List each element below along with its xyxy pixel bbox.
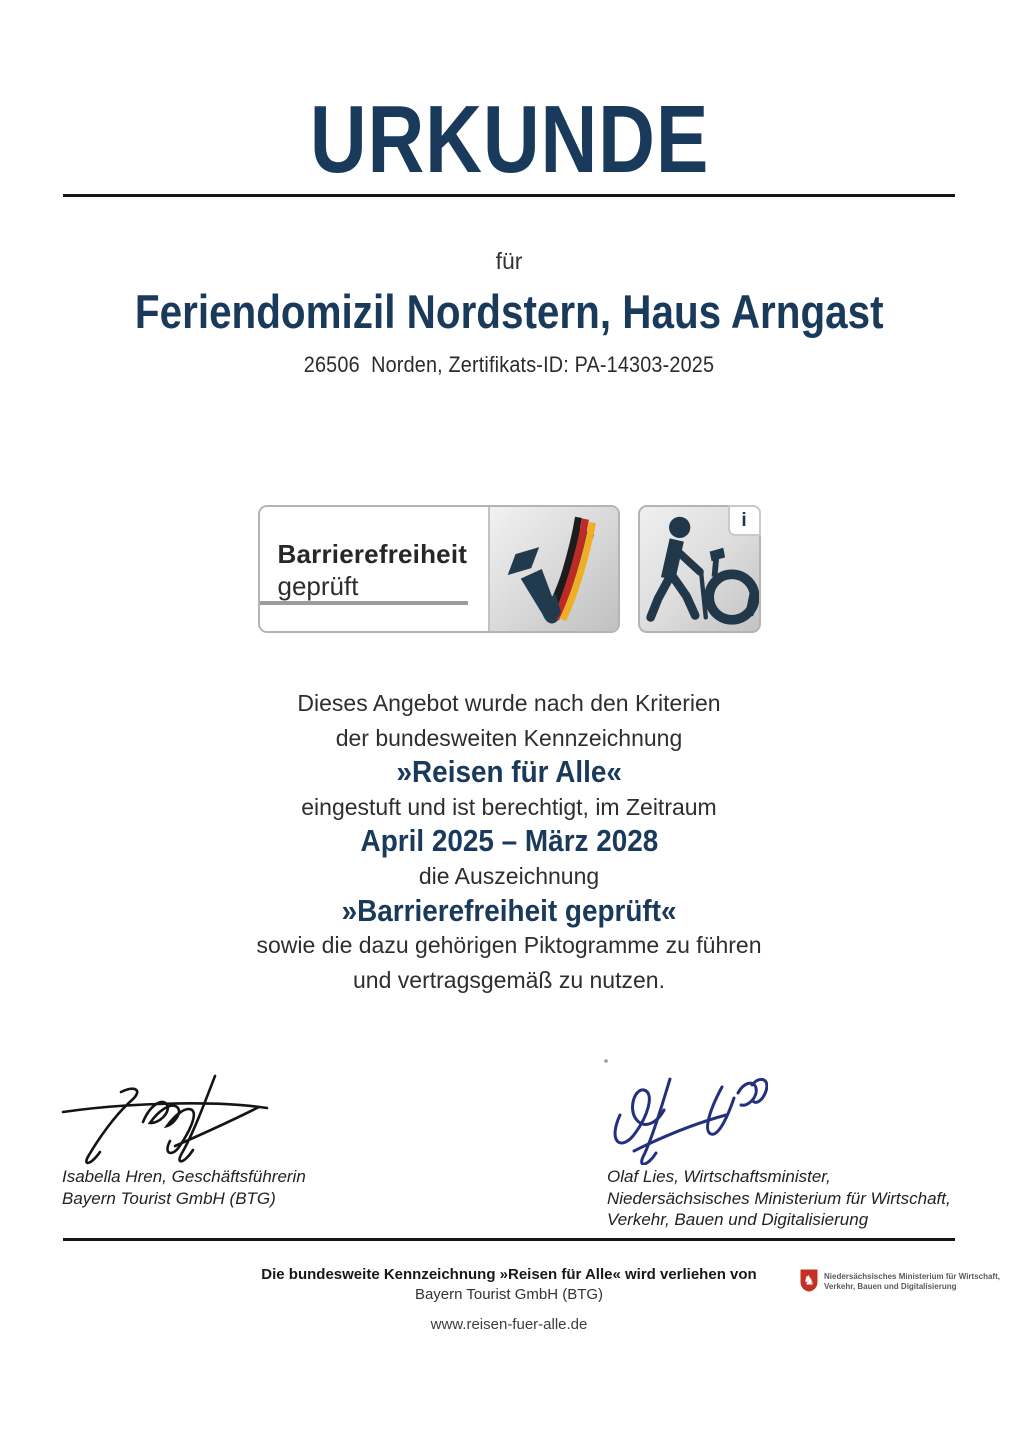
award-name: »Barrierefreiheit geprüft«	[341, 892, 677, 928]
label-name: »Reisen für Alle«	[396, 754, 622, 790]
ministry-name-line-1: Niedersächsisches Ministerium für Wirtschaft,	[824, 1272, 1000, 1281]
body-line-2: der bundesweiten Kennzeichnung	[335, 724, 683, 751]
accessibility-pictogram-badge	[638, 505, 761, 633]
ministry-name-line-2: Verkehr, Bauen und Digitalisierung	[824, 1281, 957, 1291]
wheelchair	[709, 548, 757, 620]
preposition-text: für	[495, 248, 523, 274]
footer-issuer-line: Die bundesweite Kennzeichnung »Reisen für Alle« wird verliehen von	[261, 1266, 757, 1283]
recipient-name	[0, 286, 1018, 338]
ministry-logo	[800, 1269, 1000, 1292]
badge-underline	[260, 601, 468, 605]
footer-issuer-name: Bayern Tourist GmbH (BTG)	[414, 1286, 604, 1303]
barrierefreiheit-geprueft-badge	[258, 505, 620, 633]
right-signer-block	[607, 1166, 951, 1231]
info-icon: i	[728, 505, 761, 536]
page-title	[0, 86, 1018, 193]
check-parallelogram	[507, 547, 539, 575]
body-line-5: sowie die dazu gehörigen Piktogramme zu führen	[256, 932, 762, 959]
check-logo-section	[488, 507, 618, 631]
reisen-fuer-alle-check-icon	[498, 513, 610, 625]
certificate-body	[0, 686, 1018, 997]
right-signer-org-2: Verkehr, Bauen und Digitalisierung	[607, 1210, 869, 1229]
ministry-name	[824, 1269, 1000, 1291]
left-signer-name: Isabella Hren, Geschäftsführerin	[62, 1167, 306, 1186]
body-line-1: Dieses Angebot wurde nach den Kriterien	[297, 690, 721, 716]
recipient-name-text: Feriendomizil Nordstern, Haus Arngast	[134, 285, 884, 338]
validity-period: April 2025 – März 2028	[360, 823, 658, 859]
lower-saxony-crest-icon	[800, 1269, 818, 1292]
left-signer-org: Bayern Tourist GmbH (BTG)	[62, 1188, 276, 1208]
body-line-3: eingestuft und ist berechtigt, im Zeitraum	[301, 793, 717, 820]
person-with-cane	[650, 517, 705, 618]
bottom-divider	[63, 1238, 955, 1241]
website-link[interactable]: www.reisen-fuer-alle.de	[430, 1316, 588, 1333]
body-line-4: die Auszeichnung	[418, 862, 600, 889]
recipient-details	[0, 352, 1018, 378]
left-signer-block	[62, 1166, 306, 1209]
badge-title: Barrierefreiheit	[277, 539, 468, 569]
signature-olaf-lies-icon	[598, 1053, 768, 1165]
badge-subtitle: geprüft	[277, 571, 359, 601]
top-divider	[63, 194, 955, 197]
right-signer-org-1: Niedersächsisches Ministerium für Wirtschaft,	[607, 1188, 951, 1208]
certificate-title-text: URKUNDE	[309, 86, 709, 193]
recipient-details-text: 26506 Norden, Zertifikats-ID: PA-14303-2025	[303, 352, 715, 377]
signature-isabella-hren-icon	[55, 1060, 285, 1165]
body-line-6: und vertragsgemäß zu nutzen.	[353, 966, 665, 993]
right-signer-name: Olaf Lies, Wirtschaftsminister,	[607, 1167, 831, 1186]
badge-text-section	[260, 507, 492, 631]
svg-text:♞: ♞	[803, 1273, 815, 1289]
badge-row	[0, 505, 1018, 633]
